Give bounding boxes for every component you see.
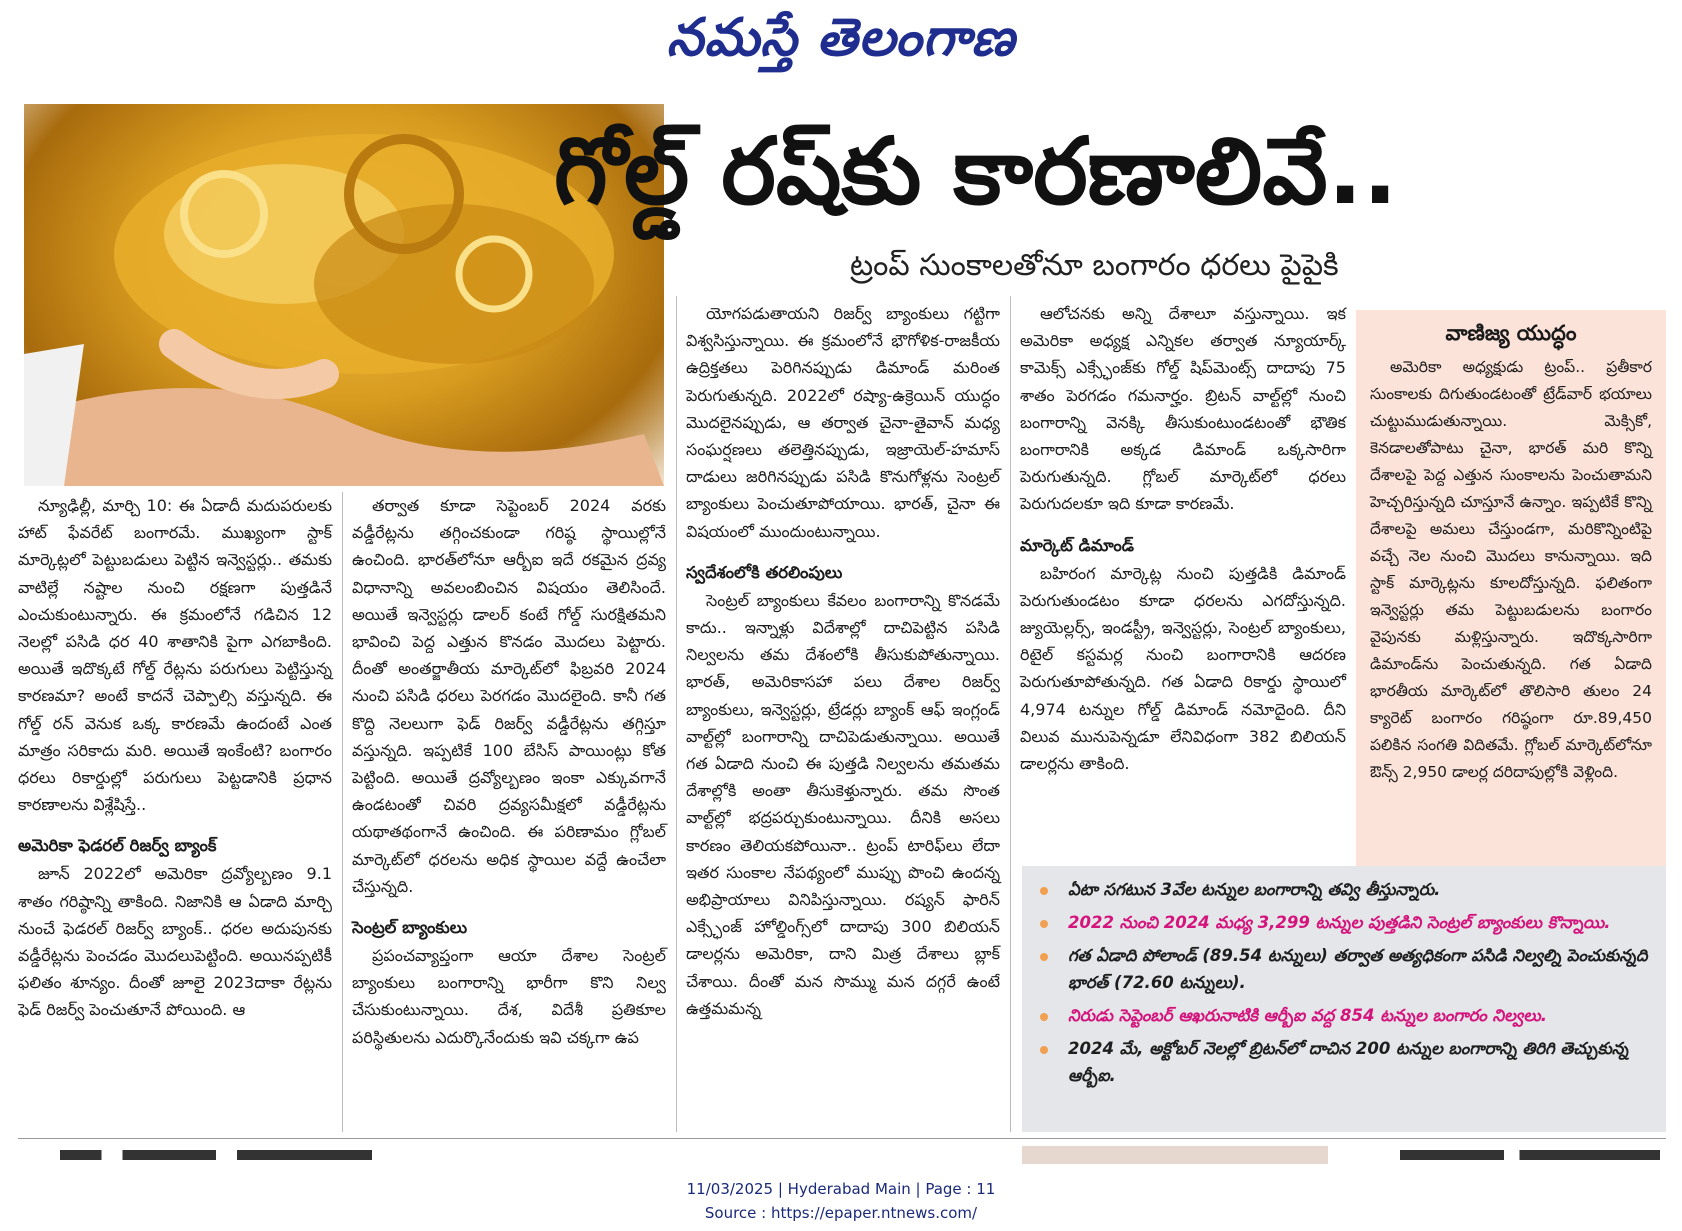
article-column-3 bbox=[686, 300, 1000, 1022]
column-divider bbox=[676, 296, 677, 1132]
fact-item: ఏటా సగటున 3వేల టన్నుల బంగారాన్ని తవ్వి తీస్తున్నారు. bbox=[1022, 876, 1666, 903]
sidebar-title: వాణిజ్య యుద్ధం bbox=[1445, 321, 1577, 345]
footer-edition-info: 11/03/2025 | Hyderabad Main | Page : 11 bbox=[686, 1180, 996, 1198]
sidebar-paragraph: అమెరికా అధ్యక్షుడు ట్రంప్.. ప్రతీకార సుంకాలకు దిగుతుండటంతో ట్రేడ్‌వార్ భయాలు చుట్టుముడుతున్నాయి. మెక్సికో, కెనడాలతోపాటు చైనా, భారత్ మరి కొన్ని దేశాలపై పెద్ద ఎత్తున సుంకాలను పెంచుతామని హెచ్చరిస్తున్నది చూస్తూనే ఉన్నాం. ఇప్పటికే కొన్ని దేశాలపై అమలు చేస్తుండగా, మరికొన్నింటిపై వచ్చే నెల నుంచి మొదలు కానున్నాయి. ఇది స్టాక్ మార్కెట్లను కూలదోస్తున్నది. ఫలితంగా ఇన్వెస్టర్లు తమ పెట్టుబడులను బంగారం వైపునకు మళ్లిస్తున్నారు. ఇదొక్కసారిగా డిమాండ్‌ను పెంచుతున్నది. గత ఏడాది భారతీయ మార్కెట్‌లో తొలిసారి తులం 24 క్యారెట్ బంగారం గరిష్ఠంగా రూ.89,450 పలికిన సంగతి విదితమే. గ్లోబల్ మార్కెట్‌లోనూ ఔన్స్ 2,950 డాలర్ల దరిదాపుల్లోకి వెళ్లింది. bbox=[1370, 358, 1652, 781]
federal-reserve-paragraph: జూన్ 2022లో అమెరికా ద్రవ్యోల్బణం 9.1 శాతం గరిష్ఠాన్ని తాకింది. నిజానికి ఆ ఏడాది మార్చి నుంచే ఫెడరల్ రిజర్వ్ బ్యాంక్.. ధరల అదుపునకు వడ్డీరేట్లను పెంచడం మొదలుపెట్టింది. అయినప్పటికీ ఫలితం శూన్యం. దీంతో జూలై 2023దాకా రేట్లను ఫెడ్ రిజర్వ్ పెంచుతూనే పోయింది. ఆ bbox=[18, 864, 332, 1020]
article-column-4 bbox=[1020, 300, 1346, 777]
fact-item: 2024 మే, అక్టోబర్ నెలల్లో బ్రిటన్‌లో దాచిన 200 టన్నుల బంగారాన్ని తిరిగి తెచ్చుకున్న ఆర్బీఐ. bbox=[1022, 1035, 1666, 1089]
subheadline: ట్రంప్ సుంకాలతోనూ బంగారం ధరలు పైపైకి bbox=[850, 248, 1339, 283]
section-title-central-banks: సెంట్రల్ బ్యాంకులు bbox=[352, 918, 468, 938]
cutoff-text-fragment bbox=[60, 1150, 580, 1160]
bullet-icon bbox=[1040, 920, 1048, 928]
rates-paragraph: తర్వాత కూడా సెప్టెంబర్ 2024 వరకు వడ్డీరేట్లను తగ్గించకుండా గరిష్ఠ స్థాయిల్లోనే ఉంచింది. భారత్‌లోనూ ఆర్బీఐ ఇదే రకమైన ద్రవ్య విధానాన్ని అవలంబించిన విషయం తెలిసిందే. అయితే ఇన్వెస్టర్లు డాలర్ కంటే గోల్డ్ సురక్షితమని భావించి పెద్ద ఎత్తున కొనడం మొదలు పెట్టారు. దీంతో అంతర్జాతీయ మార్కెట్‌లో ఫిబ్రవరి 2024 నుంచి పసిడి ధరలు పెరగడం మొదలైంది. కానీ గత కొద్ది నెలలుగా ఫెడ్ రిజర్వ్ వడ్డీరేట్లను తగ్గిస్తూ వస్తున్నది. ఇప్పటికే 100 బేసిస్ పాయింట్లు కోత పెట్టింది. అయితే ద్రవ్యోల్బణం ఇంకా ఎక్కువగానే ఉండటంతో చివరి ద్రవ్యసమీక్షలో వడ్డీరేట్లను యథాతథంగానే ఉంచింది. ఈ పరిణామం గ్లోబల్ మార్కెట్‌లో ధరలను అధిక స్థాయిల వద్దే ఉంచేలా చేస్తున్నది. bbox=[352, 496, 666, 896]
article-column-1 bbox=[18, 492, 332, 1024]
section-title-federal-reserve: అమెరికా ఫెడరల్ రిజర్వ్ బ్యాంక్ bbox=[18, 836, 217, 856]
gold-shipments-paragraph: ఆలోచనకు అన్ని దేశాలూ వస్తున్నాయి. ఇక అమెరికా అధ్యక్ష ఎన్నికల తర్వాత న్యూయార్క్ కామెక్స్ ఎక్స్ఛేంజ్‌కు గోల్డ్ షిప్‌మెంట్స్ దాదాపు 75 శాతం పెరగడం గమనార్హం. బ్రిటన్ వాల్ట్‌ల్లో నుంచి బంగారాన్ని వెనక్కి తీసుకుంటుండటంతో భౌతిక బంగారానికి అక్కడ డిమాండ్ ఒక్కసారిగా పెరుగుతున్నది. గ్లోబల్ మార్కెట్‌లో ధరలు పెరుగుదలకూ ఇది కూడా కారణమే. bbox=[1020, 304, 1346, 514]
bullet-icon bbox=[1040, 887, 1048, 895]
column-divider bbox=[1010, 296, 1011, 1132]
masthead-logo: నమస్తే తెలంగాణ bbox=[666, 8, 1016, 68]
cutoff-text-fragment bbox=[1400, 1150, 1660, 1160]
footer-source-link[interactable]: Source : https://epaper.ntnews.com/ bbox=[704, 1204, 978, 1222]
bullet-icon bbox=[1040, 1013, 1048, 1021]
next-article-cutoff bbox=[0, 1146, 1682, 1164]
geopolitics-paragraph: యోగపడుతాయని రిజర్వ్ బ్యాంకులు గట్టిగా విశ్వసిస్తున్నాయి. ఈ క్రమంలోనే భౌగోళిక-రాజకీయ ఉద్రిక్తతలు పెరిగినప్పుడు డిమాండ్ మరింత పెరుగుతున్నది. 2022లో రష్యా-ఉక్రెయిన్ యుద్ధం మొదలైనప్పుడు, ఆ తర్వాత చైనా-తైవాన్ మధ్య సంఘర్షణలు తలెత్తినప్పుడు, ఇజ్రాయెల్-హమాస్ దాడులు జరిగినప్పుడు పసిడి కొనుగోళ్లను సెంట్రల్ బ్యాంకులు పెంచుతూపోయాయి. భారత్, చైనా ఈ విషయంలో ముందుంటున్నాయి. bbox=[686, 304, 1000, 541]
section-title-market-demand: మార్కెట్ డిమాండ్ bbox=[1020, 535, 1134, 555]
bullet-icon bbox=[1040, 1046, 1048, 1054]
headline: గోల్డ్ రష్‌కు కారణాలివే.. bbox=[554, 118, 1398, 225]
fact-item: నిరుడు సెప్టెంబర్ ఆఖరునాటికి ఆర్బీఐ వద్ద 854 టన్నుల బంగారం నిల్వలు. bbox=[1022, 1002, 1666, 1029]
central-banks-paragraph: ప్రపంచవ్యాప్తంగా ఆయా దేశాల సెంట్రల్ బ్యాంకులు బంగారాన్ని భారీగా కొని నిల్వ చేసుకుంటున్నాయి. దేశ, విదేశీ ప్రతికూల పరిస్థితులను ఎదుర్కొనేందుకు ఇవి చక్కగా ఉప bbox=[352, 946, 666, 1047]
cutoff-image-fragment bbox=[1022, 1146, 1328, 1164]
market-demand-paragraph: బహిరంగ మార్కెట్ల నుంచి పుత్తడికి డిమాండ్ పెరుగుతుండటం కూడా ధరలను ఎగదోస్తున్నది. జ్యుయెల్లర్స్, ఇండస్ట్రీ, ఇన్వెస్టర్లు, సెంట్రల్ బ్యాంకులు, రిటైల్ కస్టమర్ల నుంచి బంగారానికి ఆదరణ పెరుగుతూపోతున్నది. గత ఏడాది రికార్డు స్థాయిలో 4,974 టన్నుల గోల్డ్ డిమాండ్ నమోదైంది. దీని విలువ మునుపెన్నడూ లేనివిధంగా 382 బిలియన్ డాలర్లను తాకింది. bbox=[1020, 563, 1346, 774]
section-title-repatriation: స్వదేశంలోకి తరలింపులు bbox=[686, 562, 843, 582]
column-divider bbox=[342, 492, 343, 1132]
gold-facts-box bbox=[1022, 866, 1666, 1132]
bullet-icon bbox=[1040, 953, 1048, 961]
article-column-2 bbox=[352, 492, 666, 1051]
sidebar-body bbox=[1356, 354, 1666, 786]
fact-item: 2022 నుంచి 2024 మధ్య 3,299 టన్నుల పుత్తడిని సెంట్రల్ బ్యాంకులు కొన్నాయి. bbox=[1022, 909, 1666, 936]
fact-item: గత ఏడాది పోలాండ్ (89.54 టన్నులు) తర్వాత అత్యధికంగా పసిడి నిల్వల్ని పెంచుకున్నది భారత్ (72.60 టన్నులు). bbox=[1022, 942, 1666, 996]
trade-war-sidebar bbox=[1356, 310, 1666, 866]
page-bottom-rule bbox=[18, 1138, 1666, 1139]
repatriation-paragraph: సెంట్రల్ బ్యాంకులు కేవలం బంగారాన్ని కొనడమే కాదు.. ఇన్నాళ్లు విదేశాల్లో దాచిపెట్టిన పసిడి నిల్వలను తమ దేశంలోకి తీసుకుపోతున్నాయి. భారత్, అమెరికాసహా పలు దేశాల రిజర్వ్ బ్యాంకులు, ఇన్వెస్టర్లు, ట్రేడర్లు బ్యాంక్ ఆఫ్ ఇంగ్లండ్ వాల్ట్‌ల్లో బంగారాన్ని దాచిపెడుతున్నాయి. అయితే గత ఏడాది నుంచి ఈ పుత్తడి నిల్వలను తమతమ దేశాల్లోకి అంతా తీసుకెళ్తున్నారు. తమ సొంత వాల్ట్‌ల్లో భద్రపర్చుకుంటున్నాయి. దీనికి అసలు కారణం తెలియకపోయినా.. ట్రంప్ టారిఫ్‌లు లేదా ఇతర సుంకాల నేపథ్యంలో ముప్పు పొంచి ఉందన్న అభిప్రాయాలు వినిపిస్తున్నాయి. రష్యన్ ఫారిన్ ఎక్స్ఛేంజ్ హోల్డింగ్స్‌లో దాదాపు 300 బిలియన్ డాలర్లను అమెరికా, దాని మిత్ర దేశాలు బ్లాక్ చేశాయి. దీంతో మన సొమ్ము మన దగ్గరే ఉంటే ఉత్తమమన్న bbox=[686, 590, 1000, 1018]
intro-paragraph: న్యూఢిల్లీ, మార్చి 10: ఈ ఏడాదీ మదుపరులకు హాట్ ఫేవరేట్ బంగారమే. ముఖ్యంగా స్టాక్ మార్కెట్లలో పెట్టుబడులు పెట్టిన ఇన్వెస్టర్లు.. తమకు వాటిల్లే నష్టాల నుంచి రక్షణగా పుత్తడినే ఎంచుకుంటున్నారు. ఈ క్రమంలోనే గడిచిన 12 నెలల్లో పసిడి ధర 40 శాతానికి పైగా ఎగబాకింది. అయితే ఇదొక్కటే గోల్డ్ రేట్లను పరుగులు పెట్టిస్తున్న కారణమా? అంటే కాదనే చెప్పాల్సి వస్తున్నది. ఈ గోల్డ్ రన్ వెనుక ఒక్క కారణమే ఉందంటే ఎంత మాత్రం సరికాదు మరి. అయితే ఇంకేంటి? బంగారం ధరలు రికార్డుల్లో పరుగులు పెట్టడానికి ప్రధాన కారణాలను విశ్లేషిస్తే.. bbox=[18, 496, 332, 815]
